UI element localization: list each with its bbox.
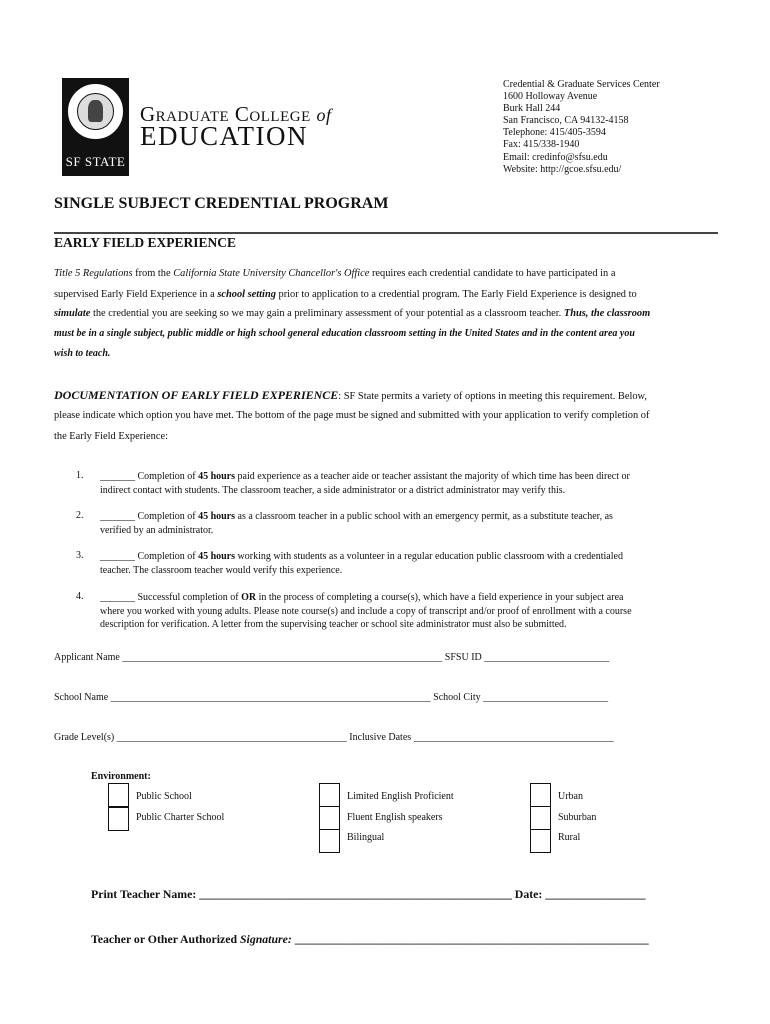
contact-line: Burk Hall 244 (503, 103, 561, 115)
documentation-line-3: the Early Field Experience: (54, 431, 168, 442)
contact-email[interactable]: Email: credinfo@sfsu.edu (503, 151, 608, 163)
public-school-checkbox[interactable] (108, 783, 129, 807)
limited-english-checkbox[interactable] (319, 783, 340, 807)
sf-state-badge: SF STATE (65, 154, 126, 169)
school-name-field[interactable]: School Name ________________________________________________________________ School City _________________________ (54, 692, 609, 703)
contact-line: 1600 Holloway Avenue (503, 91, 598, 103)
public-school-label: Public School (136, 791, 192, 802)
intro-line-5: wish to teach. (54, 348, 111, 359)
bilingual-checkbox[interactable] (319, 829, 340, 853)
grade-level-field[interactable]: Grade Level(s) ______________________________________________ Inclusive Dates ________________________________________ (54, 732, 614, 743)
suburban-label: Suburban (558, 812, 597, 823)
applicant-name-field[interactable]: Applicant Name ________________________________________________________________ SFSU ID _________________________ (54, 652, 610, 663)
contact-line: San Francisco, CA 94132-4158 (503, 115, 629, 127)
option-number: 4. (76, 591, 84, 602)
college-name-line2: EDUCATION (140, 121, 308, 151)
sf-state-logo (62, 78, 129, 176)
option-4[interactable]: _______ Successful completion of OR in the process of completing a course(s), which have a field experience in your subject area where you worked with young adults. Please note course(s) and include a copy of transcript and/or proof of enrollment with a course description for verification. A letter from the supervising teacher or school site administrator must also be submitted. (100, 592, 632, 630)
fluent-english-checkbox[interactable] (319, 806, 340, 830)
university-seal-icon (66, 82, 125, 141)
college-name-line1: Graduate College of (140, 102, 332, 126)
contact-line: Credential & Graduate Services Center (503, 79, 660, 90)
documentation-line-1: DOCUMENTATION OF EARLY FIELD EXPERIENCE: SF State permits a variety of options in meeting this requirement. Below, (54, 388, 647, 402)
limited-english-label: Limited English Proficient (347, 791, 454, 802)
bilingual-label: Bilingual (347, 832, 385, 843)
print-teacher-name-field[interactable]: Print Teacher Name: _____________________________________________________ Date: _________________ (91, 887, 646, 901)
intro-line-1: Title 5 Regulations from the California State University Chancellor's Office requires each credential candidate to have participated in a (54, 268, 616, 279)
urban-label: Urban (558, 791, 583, 802)
public-charter-checkbox[interactable] (108, 807, 129, 831)
option-3[interactable]: _______ Completion of 45 hours working with students as a volunteer in a regular education public classroom with a credentialed teacher. The classroom teacher would verify this experience. (100, 551, 623, 576)
contact-line: Fax: 415/338-1940 (503, 139, 580, 151)
rural-checkbox[interactable] (530, 829, 551, 853)
option-number: 2. (76, 510, 84, 521)
option-1[interactable]: _______ Completion of 45 hours paid experience as a teacher aide or teacher assistant the majority of which time has been direct or indirect contact with students. The classroom teacher, a side administrator or a district administrator may verify this. (100, 471, 630, 496)
contact-line: Telephone: 415/405-3594 (503, 127, 606, 139)
documentation-heading: DOCUMENTATION OF EARLY FIELD EXPERIENCE (54, 388, 339, 402)
divider (54, 232, 718, 234)
contact-website[interactable]: Website: http://gcoe.sfsu.edu/ (503, 163, 622, 175)
contact-block (503, 79, 660, 176)
option-number: 1. (76, 470, 84, 481)
option-number: 3. (76, 550, 84, 561)
rural-label: Rural (558, 832, 581, 843)
fluent-english-label: Fluent English speakers (347, 812, 443, 823)
intro-line-3: simulate the credential you are seeking so we may gain a preliminary assessment of your potential as a classroom teacher. Thus, the classroom (54, 308, 651, 319)
urban-checkbox[interactable] (530, 783, 551, 807)
signature-field[interactable]: Teacher or Other Authorized Signature: ____________________________________________________________ (91, 932, 649, 946)
environment-label: Environment: (91, 771, 151, 782)
section-subtitle: EARLY FIELD EXPERIENCE (54, 235, 237, 250)
intro-line-4: must be in a single subject, public middle or high school general education classroom setting in the United States and in the content area you (54, 328, 635, 339)
option-2[interactable]: _______ Completion of 45 hours as a classroom teacher in a public school with an emergency permit, as a substitute teacher, as verified by an administrator. (100, 511, 613, 536)
documentation-line-2: please indicate which option you have met. The bottom of the page must be signed and submitted with your application to verify completion of (54, 410, 650, 421)
public-charter-label: Public Charter School (136, 812, 225, 823)
intro-line-2: supervised Early Field Experience in a school setting prior to application to a credential program. The Early Field Experience is designed to (54, 289, 637, 300)
page-title: SINGLE SUBJECT CREDENTIAL PROGRAM (54, 195, 389, 212)
suburban-checkbox[interactable] (530, 806, 551, 830)
